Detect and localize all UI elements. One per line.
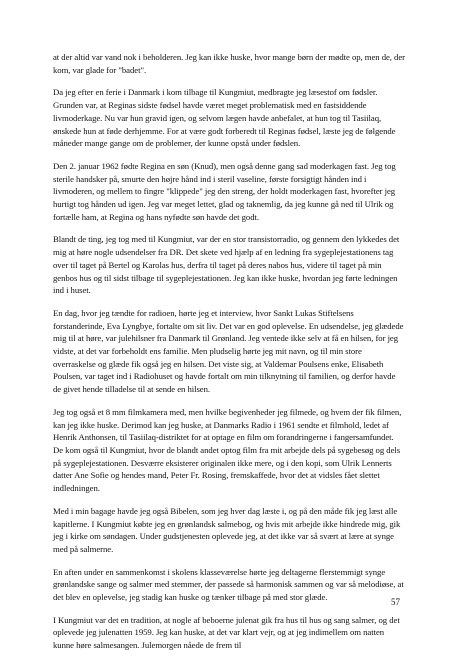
- paragraph-4: Blandt de ting, jeg tog med til Kungmiut, var der en stor transistorradio, og gennem den lykkedes det mig at høre nogle udsendelser fra DR. Det skete ved hjælp af en ledning fra sygeplejestationens tag over til taget på Bertel og Karolas hus, derfra til taget på deres nabos hus, videre til taget på min genbos hus og til sidst tilbage til sygeplejestationen. Jeg kan ikke huske, hvordan jeg førte ledningen ind i huset.: [53, 234, 400, 296]
- paragraph-6: Jeg tog også et 8 mm filmkamera med, men hvilke begivenheder jeg filmede, og hvem der fik filmen, kan jeg ikke huske. Derimod kan jeg huske, at Danmarks Radio i 1961 sendte et filmhold, ledet af Henrik Anthonsen, til Tasiilaq-distriktet for at optage en film om forandringerne i fangersamfundet. De kom også til Kungmiut, hvor de blandt andet optog film fra mit arbejde dels på sygebesøg og dels på sygeplejestationen. Desværre eksisterer originalen ikke mere, og i den kopi, som Ulrik Lennerts datter Ane Sofie og hendes mand, Peter Fr. Rosing, fremskaffede, hvor det at vidsles fået slettet indledningen.: [53, 406, 402, 494]
- paragraph-3: Den 2. januar 1962 fødte Regina en søn (Knud), men også denne gang sad moderkagen fast. Jeg tog sterile handsker på, smurte den højre hånd ind i steril vaseline, første forsigtigt hånden ind i livmoderen, og mellem to fingre "klippede" jeg den streng, der holdt moderkagen fast, hvorefter jeg hurtigt tog hånden ud igen. Jeg var meget lettet, glad og taknemlig, da jeg kunne gå ned til Ulrik og fortælle ham, at Regina og hans nyfødte søn havde det godt.: [53, 160, 396, 222]
- paragraph-5: En dag, hvor jeg tændte for radioen, hørte jeg et interview, hvor Sankt Lukas Stiftelsens forstanderinde, Eva Lyngbye, fortalte om sit liv. Det var en god oplevelse. En udsendelse, jeg glædede mig til at høre, var julehilsner fra Danmark til Grønland. Jeg ventede ikke selv at få en hilsen, for jeg vidste, at det var forbeholdt ens familie. Men pludselig hørte jeg mit navn, og til min store overraskelse og glæde fik også jeg en hilsen. Det viste sig, at Valdemar Poulsens enke, Elisabeth Poulsen, var taget ind i Radiohuset og havde fortalt om min tilknytning til familien, og derfor havde de givet hende tilladelse til at sende en hilsen.: [53, 307, 404, 395]
- paragraph-9: I Kungmiut var det en tradition, at nogle af beboerne julenat gik fra hus til hus og sang salmer, og det oplevede jeg julenatten 1959. Jeg kan huske, at det var klart vejr, og at jeg indimellem om natten kunne høre salmesangen. Julemorgen nåede de frem til: [53, 614, 400, 651]
- paragraph-7: Med i min bagage havde jeg også Bibelen, som jeg hver dag læste i, og på den måde fik jeg læst alle kapitlerne. I Kungmiut købte jeg en grønlandsk salmebog, og hvis mit arbejde ikke hindrede mig, gik jeg i kirke om søndagen. Under gudstjenesten oplevede jeg, at det ikke var så svært at lære at synge med på salmerne.: [53, 505, 401, 554]
- paragraph-1: at der altid var vand nok i beholderen. Jeg kan ikke huske, hvor mange børn der mødte op, men de, der kom, var glade for "badet".: [53, 52, 405, 75]
- paragraph-2: Da jeg efter en ferie i Danmark i kom tilbage til Kungmiut, medbragte jeg læsestof om fødsler. Grunden var, at Reginas sidste fødsel havde været meget problematisk med en fastsiddende livmoderkage. Nu var hun gravid igen, og selvom lægen havde anbefalet, at hun tog til Tasiilaq, ønskede hun at føde derhjemme. For at være godt forberedt til Reginas fødsel, læste jeg de følgende måneder mange gange om de problemer, der kunne opstå under fødslen.: [53, 87, 396, 149]
- paragraph-8: En aften under en sammenkomst i skolens klasseværelse hørte jeg deltagerne flerstemmigt synge grønlandske sange og salmer med stemmer, der passede så harmonisk sammen og var så melodiøse, at det blev en oplevelse, jeg stadig kan huske og tænker tilbage på med stor glæde.: [53, 566, 404, 603]
- body-text: [53, 51, 405, 662]
- page-number: 57: [391, 597, 400, 607]
